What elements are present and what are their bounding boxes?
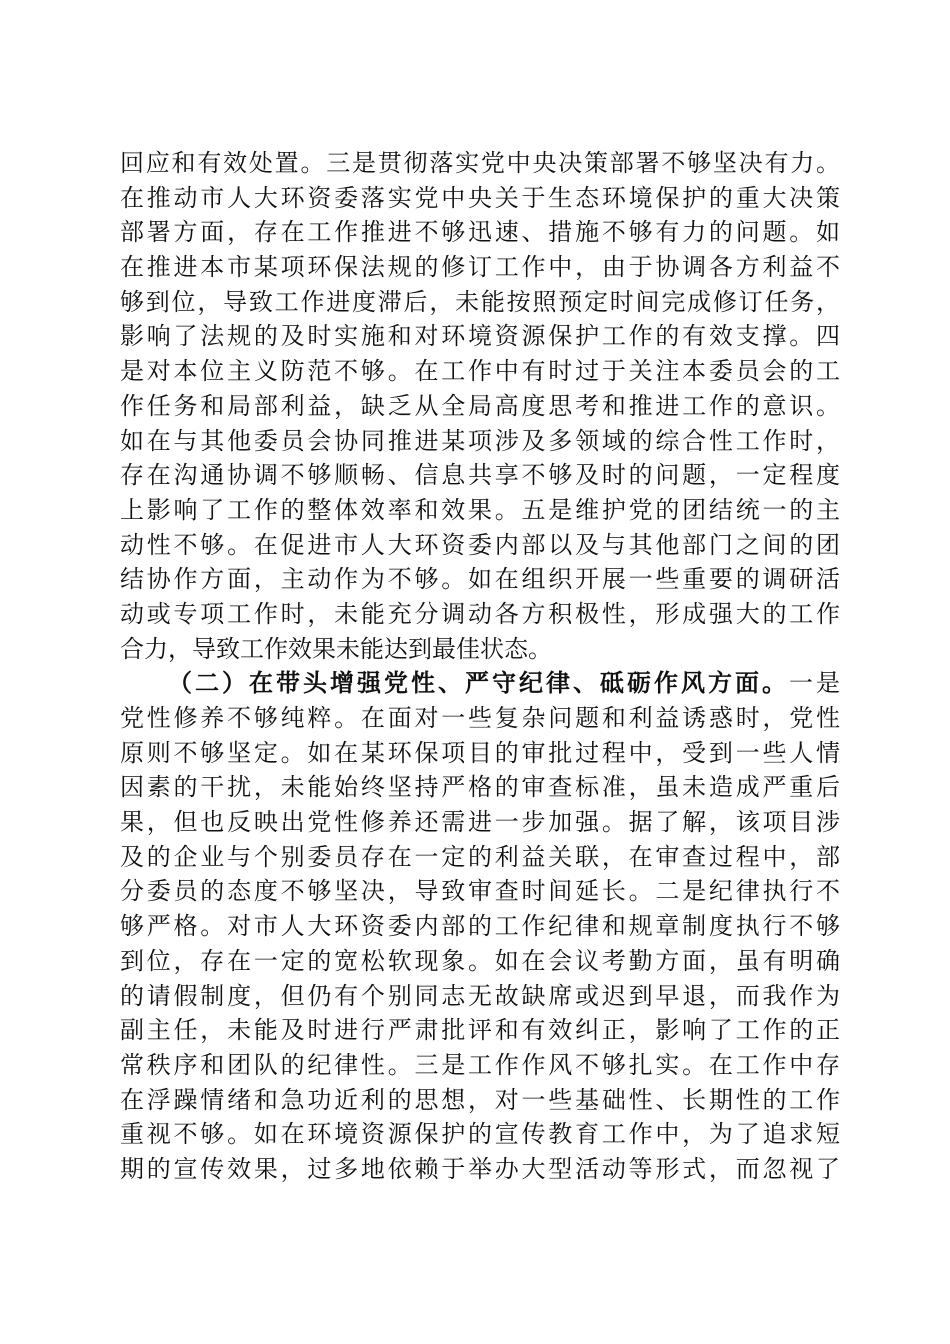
text-line: 原则不够坚定。如在某环保项目的审批过程中，受到一些人情 <box>120 738 840 767</box>
text-line: 动性不够。在促进市人大环资委内部以及与其他部门之间的团 <box>120 530 840 559</box>
section-heading-line <box>120 666 840 701</box>
text-line: 期的宣传效果，过多地依赖于举办大型活动等形式，而忽视了 <box>120 1154 840 1183</box>
text-line: 到位，存在一定的宽松软现象。如在会议考勤方面，虽有明确 <box>120 946 840 975</box>
text-line: 影响了法规的及时实施和对环境资源保护工作的有效支撑。四 <box>120 322 840 351</box>
text-line: 合力，导致工作效果未能达到最佳状态。 <box>120 634 552 663</box>
text-line: 副主任，未能及时进行严肃批评和有效纠正，影响了工作的正 <box>120 1016 840 1045</box>
text-line: 分委员的态度不够坚决，导致审查时间延长。二是纪律执行不 <box>120 877 840 906</box>
text-line: 部署方面，存在工作推进不够迅速、措施不够有力的问题。如 <box>120 218 840 247</box>
text-line: 如在与其他委员会协同推进某项涉及多领域的综合性工作时， <box>120 426 840 455</box>
text-line: 因素的干扰，未能始终坚持严格的审查标准，虽未造成严重后 <box>120 773 840 802</box>
text-line: 在推进本市某项环保法规的修订工作中，由于协调各方利益不 <box>120 253 840 282</box>
text-line: 党性修养不够纯粹。在面对一些复杂问题和利益诱惑时，党性 <box>120 704 840 732</box>
text-line: 够严格。对市人大环资委内部的工作纪律和规章制度执行不够 <box>120 912 840 941</box>
text-line: 回应和有效处置。三是贯彻落实党中央决策部署不够坚决有力。 <box>120 149 840 177</box>
text-line: 够到位，导致工作进度滞后，未能按照预定时间完成修订任务， <box>120 287 840 316</box>
text-line: 上影响了工作的整体效率和效果。五是维护党的团结统一的主 <box>120 495 840 524</box>
text-line: 动或专项工作时，未能充分调动各方积极性，形成强大的工作 <box>120 599 840 628</box>
text-line: 重视不够。如在环境资源保护的宣传教育工作中，为了追求短 <box>120 1120 840 1149</box>
text-line: 存在沟通协调不够顺畅、信息共享不够及时的问题，一定程度 <box>120 461 840 490</box>
section-heading-rest: 一是 <box>789 669 840 698</box>
section-heading: （二）在带头增强党性、严守纪律、砥砺作风方面。 <box>168 668 789 698</box>
text-line: 结协作方面，主动作为不够。如在组织开展一些重要的调研活 <box>120 565 840 594</box>
text-line: 果，但也反映出党性修养还需进一步加强。据了解，该项目涉 <box>120 808 840 837</box>
text-line: 在推动市人大环资委落实党中央关于生态环境保护的重大决策 <box>120 183 840 212</box>
body-text <box>120 146 840 1187</box>
text-line: 作任务和局部利益，缺乏从全局高度思考和推进工作的意识。 <box>120 391 840 420</box>
text-line: 在浮躁情绪和急功近利的思想，对一些基础性、长期性的工作 <box>120 1085 840 1114</box>
text-line: 及的企业与个别委员存在一定的利益关联，在审查过程中，部 <box>120 842 840 871</box>
text-line: 的请假制度，但仍有个别同志无故缺席或迟到早退，而我作为 <box>120 981 840 1010</box>
text-line: 是对本位主义防范不够。在工作中有时过于关注本委员会的工 <box>120 357 840 386</box>
text-line: 常秩序和团队的纪律性。三是工作作风不够扎实。在工作中存 <box>120 1050 840 1079</box>
